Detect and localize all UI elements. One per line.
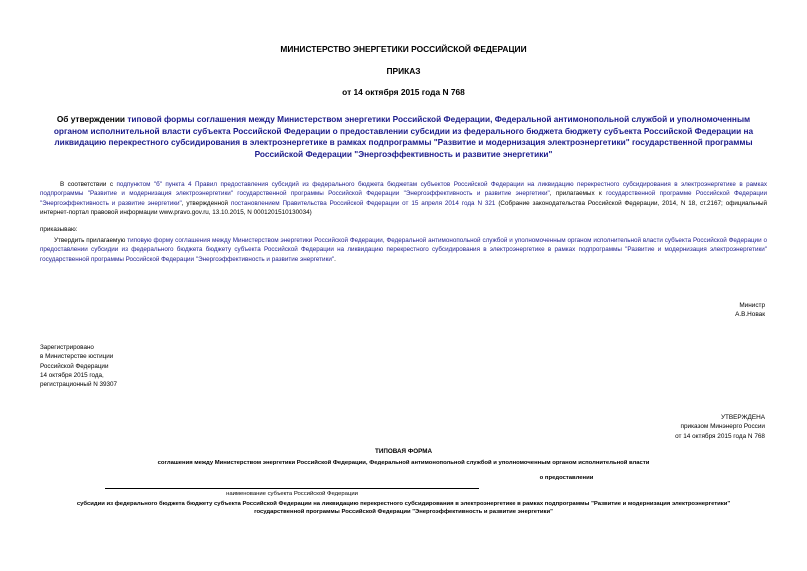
order-word: приказываю: bbox=[40, 226, 78, 233]
p2-text-start: Утвердить прилагаемую bbox=[54, 237, 128, 244]
title-prefix: Об утверждении bbox=[56, 114, 128, 124]
doc-type-heading: ПРИКАЗ bbox=[386, 66, 421, 76]
form-subject-description: субсидии из федерального бюджета бюджету субъекта Российской Федерации на ликвидацию перекрестного субсидирования в электроэнергетике в рамках подпрограммы "Развитие и модернизация электроэнергетики" государственной программы Российской Федерации "Энергоэффективность и развитие энергетики" bbox=[76, 501, 731, 515]
ministry-heading: МИНИСТЕРСТВО ЭНЕРГЕТИКИ РОССИЙСКОЙ ФЕДЕРАЦИИ bbox=[280, 44, 527, 54]
p1-text-end: (Собрание законодательства Российской Федерации, 2014, N 18, ст.2167; официальный интернет-портал правовой информации www.pravo.gov.ru, 13.10.2015, N 0001201510130034) bbox=[40, 199, 767, 216]
registration-line: Российской Федерации bbox=[40, 362, 109, 370]
title-link[interactable]: типовой формы соглашения между Министерством энергетики Российской Федерации, Федеральной антимонопольной службой и уполномоченным органом исполнительной власти субъекта Российской Федерации о предоставлении субсидии из федерального бюджета бюджету субъекта Российской Федерации на ликвидацию перекрестного субсидирования в электроэнергетике в рамках подпрограммы "Развитие и модернизация электроэнергетики" государственной программы Российской Федерации "Энергоэффективность и развитие энергетики" bbox=[53, 114, 754, 159]
preamble-paragraph bbox=[40, 180, 767, 217]
p1-text-mid2: , утвержденной bbox=[181, 199, 231, 207]
subject-name-line bbox=[105, 488, 479, 489]
p1-text-mid: , прилагаемых к bbox=[549, 190, 607, 198]
approval-line: УТВЕРЖДЕНА bbox=[720, 414, 765, 421]
approval-block bbox=[675, 413, 765, 441]
signer-name: А.В.Новак bbox=[735, 311, 765, 319]
registration-line: 14 октября 2015 года, bbox=[40, 371, 104, 379]
doc-date-number: от 14 октября 2015 года N 768 bbox=[342, 87, 465, 97]
form-about bbox=[0, 475, 807, 481]
resolution-link[interactable]: постановлением Правительства Российской Федерации от 15 апреля 2014 года N 321 bbox=[230, 199, 496, 207]
subject-caption-row bbox=[0, 491, 807, 497]
p1-text-start: В соответствии с bbox=[60, 181, 117, 188]
program-link[interactable]: государственной программе Российской Федерации "Энергоэффективность и развитие энергетики" bbox=[40, 190, 767, 207]
approval-line: приказом Минэнерго России bbox=[680, 423, 765, 431]
document-title bbox=[52, 114, 755, 160]
registration-line: Зарегистрировано bbox=[40, 344, 94, 351]
registration-line: регистрационный N 39307 bbox=[40, 381, 118, 389]
p2-text-end: . bbox=[334, 255, 336, 263]
form-subtitle: соглашения между Министерством энергетики Российской Федерации, Федеральной антимонопольной службой и уполномоченным органом исполнительной власти bbox=[157, 460, 650, 466]
subject-caption: наименование субъекта Российской Федерации bbox=[226, 491, 358, 497]
form-title: ТИПОВАЯ ФОРМА bbox=[374, 448, 433, 455]
order-paragraph bbox=[40, 236, 767, 264]
signer-position: Министр bbox=[739, 302, 765, 309]
approval-line: от 14 октября 2015 года N 768 bbox=[675, 432, 765, 440]
registration-block bbox=[40, 343, 117, 389]
form-about-text: о предоставлении bbox=[539, 475, 594, 481]
registration-line: в Министерстве юстиции bbox=[40, 353, 114, 361]
rules-link[interactable]: подпунктом "б" пункта 4 Правил предоставления субсидий из федерального бюджета бюджетам субъектов Российской Федерации на ликвидацию перекрестного субсидирования в электроэнергетике в рамках подпрограммы "Развитие и модернизация электроэнергетики" государственной программы Российской Федерации "Энергоэффективность и развитие энергетики" bbox=[40, 181, 768, 198]
form-link[interactable]: типовую форму соглашения между Министерством энергетики Российской Федерации, Федеральной антимонопольной службой и уполномоченным органом исполнительной власти субъекта Российской Федерации о предоставлении субсидии из федерального бюджета бюджету субъекта Российской Федерации на ликвидацию перекрестного субсидирования в электроэнергетике в рамках подпрограммы "Развитие и модернизация электроэнергетики" государственной программы Российской Федерации "Энергоэффективность и развитие энергетики" bbox=[40, 237, 767, 263]
signature-block bbox=[735, 301, 765, 320]
